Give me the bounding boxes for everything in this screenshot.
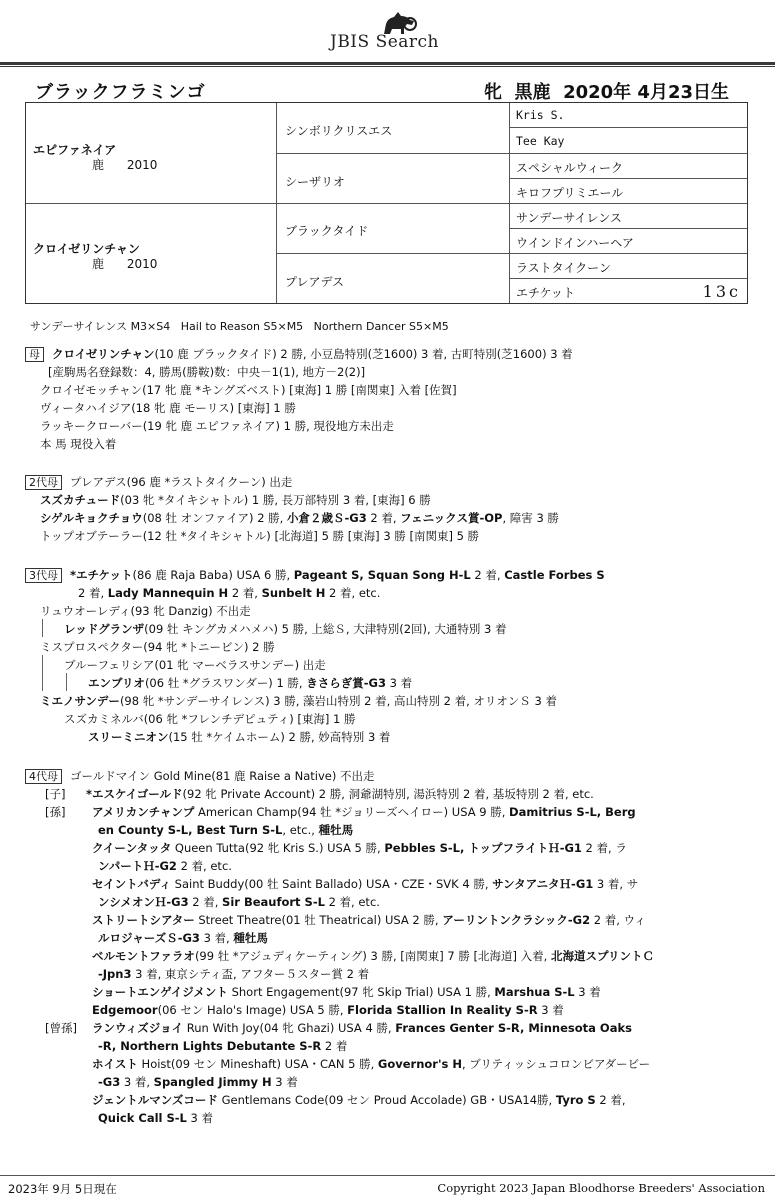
race-link[interactable]: Marshua S-L	[494, 985, 575, 999]
race-link[interactable]: -R, Northern Lights Debutante S-R	[98, 1039, 322, 1053]
record-continuation	[98, 894, 380, 910]
horse-link[interactable]: Edgemoor	[92, 1003, 158, 1017]
race-link[interactable]: Pageant S, Squan Song H-L	[293, 568, 471, 582]
progeny-row	[92, 1092, 625, 1108]
horse-link[interactable]: ショートエンゲイジメント	[92, 985, 228, 999]
gen3-name[interactable]: Kris S.	[516, 108, 565, 122]
race-link[interactable]: ンパートＨ-G2	[98, 859, 177, 873]
stallion-label: 種牡馬	[318, 823, 354, 837]
horse-link[interactable]: アメリカンチャンプ	[92, 805, 195, 819]
race-link[interactable]: ルロジャーズＳ-G3	[98, 931, 200, 945]
record-text: , ブリティッシュコロンビアダービー	[461, 1057, 651, 1071]
record-text: (10 鹿 ブラックタイド) 2 勝, 小豆島特別(芝1600) 3 着, 古町特別(芝1600) 3 着	[154, 347, 573, 361]
record-text: (06 牡 *グラスワンダー) 1 勝,	[144, 676, 307, 690]
race-link[interactable]: 小倉２歳Ｓ-G3	[286, 511, 367, 525]
record-text: 3 着	[186, 1111, 213, 1125]
dam-info: 鹿 2010	[92, 257, 158, 271]
pedigree-gen3-cell	[509, 254, 747, 279]
record-text: 2 着,	[595, 1093, 626, 1107]
record-text: 2 着, etc.	[176, 859, 232, 873]
pedigree-gen2-cell	[276, 103, 509, 154]
pedigree-dam-cell	[26, 204, 276, 303]
gen3-name[interactable]: キロフプリミエール	[516, 186, 624, 200]
record-continuation	[98, 1110, 213, 1126]
record-text: 2 着,	[228, 586, 262, 600]
child-label: [子]	[45, 787, 66, 801]
horse-link[interactable]: ゴールドマイン Gold Mine(81 鹿 Raise a Native) 不出走	[70, 769, 375, 783]
horse-name: ブラックフラミンゴ	[35, 82, 206, 103]
pedigree-table	[25, 102, 748, 304]
race-link[interactable]: -Jpn3	[98, 967, 132, 981]
race-link[interactable]: Governor's H	[377, 1057, 462, 1071]
progeny-row	[92, 1002, 564, 1018]
race-link[interactable]: Castle Forbes S	[504, 568, 605, 582]
record-text: 3 着	[537, 1003, 564, 1017]
gen3-name[interactable]: スペシャルウィーク	[516, 161, 624, 175]
record-text: 2 着	[321, 1039, 348, 1053]
record-text: (98 牝 *サンデーサイレンス) 3 勝, 藻岩山特別 2 着, 高山特別 2 着, オリオンＳ 3 着	[119, 694, 557, 708]
record-text: Street Theatre(01 牡 Theatrical) USA 2 勝,	[194, 913, 443, 927]
record-text: 3 着,	[199, 931, 234, 945]
race-link[interactable]: Spangled Jimmy H	[153, 1075, 272, 1089]
race-link[interactable]: ンシメオンＨ-G3	[98, 895, 189, 909]
record-text: 3 着	[574, 985, 601, 999]
logo-wordmark: JBIS Search	[330, 32, 440, 52]
horse-link[interactable]: クロイゼリンチャン	[52, 347, 155, 361]
horse-link[interactable]: セイントバディ	[92, 877, 172, 891]
tree-bracket	[42, 619, 43, 637]
race-link[interactable]: Quick Call S-L	[98, 1111, 187, 1125]
horse-link[interactable]: スリーミニオン	[88, 730, 169, 744]
section-tag-dam: 母	[25, 347, 44, 362]
progeny-row	[92, 840, 627, 856]
record-text: Queen Tutta(92 牝 Kris S.) USA 5 勝,	[171, 841, 385, 855]
third-dam-row	[25, 567, 605, 583]
progeny-row	[92, 948, 654, 964]
sibling-row[interactable]: ラッキークローバー(19 牝 鹿 エピファネイア) 1 勝, 現役地方未出走	[40, 419, 394, 433]
dam-name[interactable]: クロイゼリンチャン	[33, 242, 140, 256]
record-continuation	[98, 858, 232, 874]
race-link[interactable]: Florida Stallion In Reality S-R	[347, 1003, 538, 1017]
record-text: , 障害 3 勝	[502, 511, 559, 525]
progeny-row	[40, 693, 557, 709]
progeny-row	[92, 804, 636, 820]
progeny-row[interactable]: リュウオーレディ(93 牝 Danzig) 不出走	[40, 604, 251, 618]
record-text: (09 牡 キングカメハメハ) 5 勝, 上総Ｓ, 大津特別(2回), 大通特別 3 着	[144, 622, 507, 636]
great-grandchild-label: [曾孫]	[45, 1021, 77, 1035]
horse-link[interactable]: クイーンタッタ	[92, 841, 172, 855]
header-rule-thin	[0, 66, 775, 67]
dam-section-row	[25, 346, 573, 362]
race-link[interactable]: Lady Mannequin H	[107, 586, 229, 600]
record-text: Run With Joy(04 牝 Ghazi) USA 4 勝,	[183, 1021, 396, 1035]
record-text: 3 着, サ	[593, 877, 639, 891]
record-text: (15 牡 *ケイムホーム) 2 勝, 妙高特別 3 着	[168, 730, 391, 744]
progeny-row	[92, 1056, 650, 1072]
pedigree-sire-cell	[26, 103, 276, 204]
race-link[interactable]: Damitrius S-L, Berg	[509, 805, 636, 819]
tree-bracket	[66, 673, 67, 691]
race-link[interactable]: 北海道スプリントＣ	[550, 949, 655, 963]
gen3-name[interactable]: ラストタイクーン	[516, 261, 611, 275]
progeny-row	[40, 510, 559, 526]
pedigree-gen3-cell	[509, 179, 747, 204]
horse-link[interactable]: レッドグランザ	[64, 622, 145, 636]
gen2-name[interactable]: ブラックタイド	[285, 224, 369, 238]
stallion-label: 種牡馬	[233, 931, 268, 945]
record-text: 3 着,	[120, 1075, 154, 1089]
pedigree-gen2-cell	[276, 154, 509, 204]
record-text: Saint Buddy(00 牡 Saint Ballado) USA・CZE・SVK 4 勝,	[171, 877, 493, 891]
footer-rule	[0, 1175, 775, 1176]
race-link[interactable]: サンタアニタＨ-G1	[492, 877, 594, 891]
horse-link[interactable]: ランウィズジョイ	[92, 1021, 184, 1035]
progeny-row	[40, 492, 431, 508]
second-dam-row	[25, 474, 292, 490]
race-link[interactable]: Frances Genter S-R, Minnesota Oaks	[395, 1021, 632, 1035]
horse-link[interactable]: エンブリオ	[88, 676, 145, 690]
record-text: 2 着,	[188, 895, 223, 909]
sibling-row[interactable]: クロイゼモッチャン(17 牝 鹿 *キングズベスト) [東海] 1 勝 [南関東] 入着 [佐賀]	[40, 383, 457, 397]
race-link[interactable]: -G3	[98, 1075, 121, 1089]
race-link[interactable]: Sir Beaufort S-L	[222, 895, 325, 909]
as-of-date: 2023年 9月 5日現在	[8, 1182, 117, 1196]
section-tag-3rd-dam: 3代母	[25, 568, 62, 583]
record-text: (08 牡 オンファイア) 2 勝,	[142, 511, 287, 525]
progeny-row[interactable]: ブルーフェリシア(01 牝 マーベラスサンデー) 出走	[64, 658, 326, 672]
horse-link[interactable]: ストリートシアター	[92, 913, 195, 927]
header-rule	[0, 62, 775, 65]
progeny-row	[92, 876, 638, 892]
tree-bracket	[42, 655, 43, 691]
record-continuation	[98, 1074, 298, 1090]
pedigree-gen3-cell	[509, 128, 747, 154]
gen3-name[interactable]: エチケット	[516, 286, 575, 300]
record-text: (06 セン Halo's Image) USA 5 勝,	[157, 1003, 348, 1017]
progeny-row	[92, 912, 646, 928]
horse-info: 牝 黒鹿 2020年 4月23日生	[484, 82, 730, 103]
record-continuation	[98, 930, 268, 946]
horse-link[interactable]: ミエノサンデー	[40, 694, 120, 708]
gen3-name[interactable]: サンデーサイレンス	[516, 211, 622, 225]
record-continuation	[78, 585, 380, 601]
horse-link[interactable]: スズカチュード	[40, 493, 121, 507]
record-text: Short Engagement(97 牝 Skip Trial) USA 1 勝,	[227, 985, 495, 999]
sibling-row[interactable]: ヴィータハイジア(18 牝 鹿 モーリス) [東海] 1 勝	[40, 401, 296, 415]
record-text: 2 着, etc.	[325, 586, 381, 600]
record-text: 2 着, ウィ	[590, 913, 646, 927]
gen2-name[interactable]: プレアデス	[285, 275, 345, 289]
record-text: (03 牝 *タイキシャトル) 1 勝, 長万部特別 3 着, [東海] 6 勝	[120, 493, 431, 507]
sire-info: 鹿 2010	[92, 158, 158, 172]
grandchild-label: [孫]	[45, 805, 66, 819]
section-tag-4th-dam: 4代母	[25, 769, 62, 784]
copyright: Copyright 2023 Japan Bloodhorse Breeders' Association	[437, 1181, 765, 1195]
race-link[interactable]: Tyro S	[555, 1093, 596, 1107]
record-text: 3 着	[385, 676, 413, 690]
record-text: 3 着, 東京シティ盃, アフター５スター賞 2 着	[131, 967, 370, 981]
pedigree-gen3-cell	[509, 204, 747, 229]
race-link[interactable]: en County S-L, Best Turn S-L	[98, 823, 283, 837]
pedigree-gen3-cell	[509, 279, 747, 303]
record-text: Gentlemans Code(09 セン Proud Accolade) GB・USA14勝,	[217, 1093, 556, 1107]
progeny-row	[88, 729, 390, 745]
horse-link[interactable]: ベルモントファラオ	[92, 949, 195, 963]
race-link[interactable]: きさらぎ賞-G3	[306, 676, 386, 690]
section-tag-2nd-dam: 2代母	[25, 475, 62, 490]
gen2-name[interactable]: シンボリクリスエス	[285, 124, 393, 138]
pedigree-gen2-cell	[276, 254, 509, 303]
progeny-row	[92, 984, 601, 1000]
record-text: 2 着,	[78, 586, 108, 600]
record-text: American Champ(94 牡 *ジョリーズヘイロー) USA 9 勝,	[194, 805, 510, 819]
record-text: (99 牡 *アジュディケーティング) 3 勝, [南関東] 7 勝 [北海道] 入着,	[194, 949, 551, 963]
record-text: 2 着, etc.	[324, 895, 380, 909]
horse-link[interactable]: ホイスト	[92, 1057, 138, 1071]
progeny-row[interactable]: スズカミネルバ(06 牝 *フレンチデピュティ) [東海] 1 勝	[64, 712, 356, 726]
horse-link[interactable]: ジェントルマンズコード	[92, 1093, 218, 1107]
inbreeding-line: サンデーサイレンス M3×S4 Hail to Reason S5×M5 Northern Dancer S5×M5	[30, 320, 449, 333]
horse-link[interactable]: *エチケット	[70, 568, 133, 582]
progeny-row	[86, 786, 594, 802]
gen3-name[interactable]: Tee Kay	[516, 134, 565, 148]
pedigree-gen2-cell	[276, 204, 509, 254]
pedigree-gen3-cell	[509, 103, 747, 128]
pedigree-gen3-cell	[509, 229, 747, 254]
record-text: (92 牝 Private Account) 2 勝, 洞爺湖特別, 湯浜特別 2 着, 基坂特別 2 着, etc.	[182, 787, 594, 801]
sire-name[interactable]: エピファネイア	[33, 143, 117, 157]
offspring-summary: [産駒馬名登録数：4, 勝馬(勝鞍)数：中央－1(1), 地方－2(2)]	[48, 365, 366, 379]
record-text: 2 着,	[366, 511, 401, 525]
progeny-row[interactable]: トップオブテーラー(12 牡 *タイキシャトル) [北海道] 5 勝 [東海] 3 勝 [南関東] 5 勝	[40, 529, 480, 543]
self-row: 本 馬 現役入着	[40, 437, 117, 451]
record-text: 3 着	[271, 1075, 298, 1089]
record-continuation	[98, 966, 369, 982]
fourth-dam-row	[25, 768, 375, 784]
record-text: (86 鹿 Raja Baba) USA 6 勝,	[132, 568, 294, 582]
record-continuation	[98, 822, 353, 838]
jbis-logo[interactable]	[330, 10, 460, 54]
family-number: 13c	[702, 282, 741, 301]
record-text: , etc.,	[282, 823, 319, 837]
progeny-row	[64, 621, 506, 637]
record-continuation	[98, 1038, 347, 1054]
horse-link[interactable]: シゲルキョクチョウ	[40, 511, 143, 525]
race-link[interactable]: フェニックス賞-OP	[400, 511, 503, 525]
record-text: 2 着,	[470, 568, 505, 582]
gen3-name[interactable]: ウインドインハーヘア	[516, 236, 634, 250]
progeny-row[interactable]: ミスプロスペクター(94 牝 *トニービン) 2 勝	[40, 640, 275, 654]
horse-link[interactable]: プレアデス(96 鹿 *ラストタイクーン) 出走	[70, 475, 293, 489]
pedigree-gen3-cell	[509, 154, 747, 179]
race-link[interactable]: アーリントンクラシック-G2	[442, 913, 591, 927]
progeny-row	[88, 675, 412, 691]
gen2-name[interactable]: シーザリオ	[285, 175, 345, 189]
record-text: Hoist(09 セン Mineshaft) USA・CAN 5 勝,	[137, 1057, 378, 1071]
horse-link[interactable]: *エスケイゴールド	[86, 787, 183, 801]
record-text: 2 着, ラ	[581, 841, 627, 855]
race-link[interactable]: Pebbles S-L, トップフライトＨ-G1	[384, 841, 582, 855]
race-link[interactable]: Sunbelt H	[261, 586, 326, 600]
progeny-row	[92, 1020, 632, 1036]
